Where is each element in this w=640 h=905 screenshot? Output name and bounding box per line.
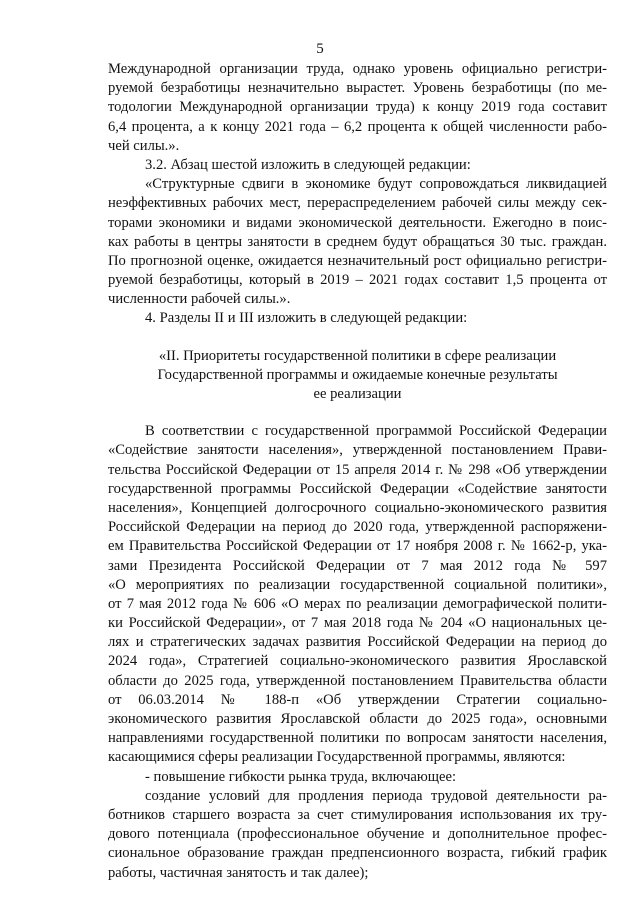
text-line: «Содействие занятости населения», утвержденной постановлением Прави- bbox=[108, 442, 607, 459]
text-line: В соответствии с государственной программой Российской Федерации bbox=[145, 423, 607, 440]
text-line: создание условий для продления периода трудовой деятельности ра- bbox=[145, 787, 607, 804]
paragraph-block-1 bbox=[108, 60, 607, 329]
text-line: области до 2025 года, утвержденной постановлением Правительства области bbox=[108, 672, 607, 689]
text-line: лях и стратегических задачах развития Российской Федерации на период до bbox=[108, 634, 607, 651]
text-line: зами Президента Российской Федерации от 7 мая 2012 года № 597 bbox=[108, 557, 607, 574]
text-line: 2024 года», Стратегией социально-экономического развития Ярославской bbox=[108, 653, 607, 670]
text-line: сиональное образование граждан предпенсионного возраста, гибкий график bbox=[108, 845, 607, 862]
document-body bbox=[108, 60, 607, 883]
text-line: 6,4 процента, а к концу 2021 года – 6,2 процента к общей численности рабо- bbox=[108, 118, 607, 135]
text-line: - повышение гибкости рынка труда, включающее: bbox=[145, 768, 457, 785]
text-line: тодологии Международной организации труда) к концу 2019 года составит bbox=[108, 99, 607, 116]
text-line: направлениями государственной политики по вопросам занятости населения, bbox=[108, 730, 607, 747]
text-line: чей силы.». bbox=[108, 137, 180, 154]
text-line: ем Правительства Российской Федерации от 17 ноября 2008 г. № 1662-р, ука- bbox=[108, 538, 607, 555]
text-line: «О мероприятиях по реализации государственной социальной политики», bbox=[108, 576, 607, 593]
text-line: ки Российской Федерации», от 7 мая 2018 года № 204 «О национальных це- bbox=[108, 615, 607, 632]
section-heading bbox=[108, 347, 607, 405]
text-line: дового потенциала (профессиональное обучение и дополнительное профес- bbox=[108, 826, 607, 843]
text-line: от 7 мая 2012 года № 606 «О мерах по реализации демографической полити- bbox=[108, 595, 607, 612]
text-line: от 06.03.2014 № 188-п «Об утверждении Стратегии социально- bbox=[108, 691, 607, 708]
text-line: тельства Российской Федерации от 15 апреля 2014 г. № 298 «Об утверждении bbox=[108, 461, 607, 478]
text-line: 3.2. Абзац шестой изложить в следующей редакции: bbox=[145, 156, 471, 173]
text-line: Международной организации труда, однако уровень официально регистри- bbox=[108, 61, 607, 77]
text-line: руемой безработицы незначительно вырастет. Уровень безработицы (по ме- bbox=[108, 80, 607, 97]
text-line: «Структурные сдвиги в экономике будут сопровождаться ликвидацией bbox=[145, 176, 607, 193]
text-line: численности рабочей силы.». bbox=[108, 291, 291, 308]
text-line: работы, частичная занятость и так далее); bbox=[108, 864, 369, 881]
text-line: ках работы в центры занятости в среднем будут обращаться 30 тыс. граждан. bbox=[108, 233, 607, 250]
text-line: По прогнозной оценке, ожидается незначительный рост официально регистри- bbox=[108, 252, 607, 269]
page-number: 5 bbox=[316, 41, 324, 57]
text-line: руемой безработицы, который в 2019 – 2021 годах составит 1,5 процента от bbox=[108, 272, 607, 289]
text-line: неэффективных рабочих мест, перераспределением рабочей силы между сек- bbox=[108, 195, 607, 212]
heading-line: ее реализации bbox=[313, 386, 402, 402]
text-line: ботников старшего возраста за счет стимулирования использования их тру- bbox=[108, 806, 607, 823]
text-line: касающимися сферы реализации Государственной программы, являются: bbox=[108, 749, 566, 766]
text-line: государственной программы Российской Федерации «Содействие занятости bbox=[108, 480, 607, 497]
paragraph-block-2 bbox=[108, 422, 607, 883]
text-line: торами экономики и видами экономической деятельности. Ежегодно в поис- bbox=[108, 214, 607, 231]
heading-line: «II. Приоритеты государственной политики в сфере реализации bbox=[158, 347, 557, 364]
text-line: Российской Федерации на период до 2020 года, утвержденной распоряжени- bbox=[108, 519, 607, 536]
text-line: 4. Разделы II и III изложить в следующей редакции: bbox=[145, 310, 468, 327]
text-line: экономического развития Ярославской области до 2025 года», основными bbox=[108, 711, 607, 727]
heading-line: Государственной программы и ожидаемые конечные результаты bbox=[157, 366, 558, 383]
text-line: населения», Концепцией долгосрочного социально-экономического развития bbox=[108, 499, 607, 516]
